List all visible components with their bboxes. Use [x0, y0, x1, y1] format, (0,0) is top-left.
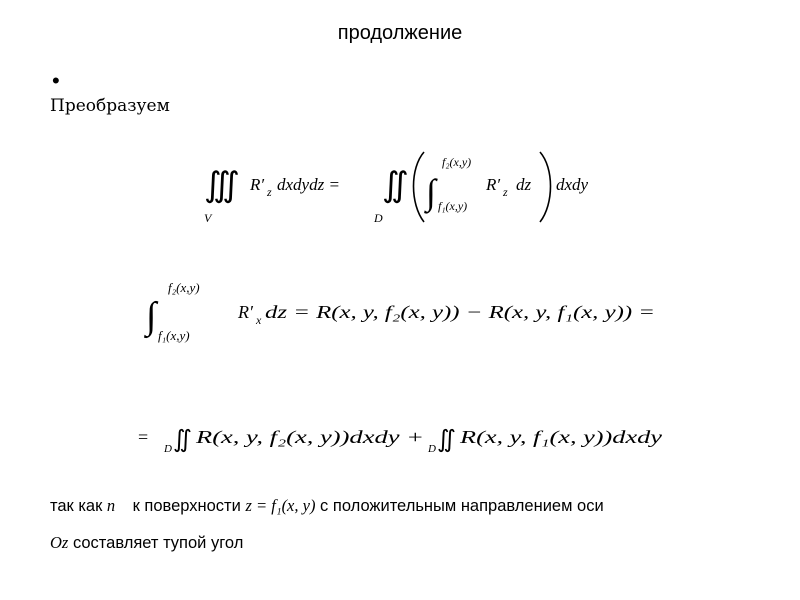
region-d: D	[374, 211, 383, 225]
formula-result	[138, 427, 662, 455]
double-integral-sign: ∬	[382, 167, 409, 204]
equals-sign: =	[138, 427, 149, 447]
inner-upper-limit: f₂(x,y)	[442, 155, 472, 169]
region-v: V	[204, 211, 212, 225]
left-paren	[414, 152, 425, 222]
region-d-2: D	[428, 443, 436, 455]
formula-triple-integral	[204, 152, 589, 225]
inner-lower-limit: f₁(x,y)	[438, 199, 468, 213]
bullet-point: •	[52, 68, 60, 93]
text-part-1: так как	[50, 497, 103, 515]
formula-inner-integral	[144, 280, 655, 343]
axis-name: Oz	[50, 533, 69, 552]
inner-dz: dz	[516, 175, 532, 194]
upper-limit: f₂(x,y)	[168, 280, 200, 295]
integrand-r: R′	[250, 175, 265, 194]
triple-integral-sign: ∭	[204, 167, 240, 204]
text-part-2: к поверхности	[132, 497, 241, 515]
page-title: продолжение	[337, 22, 463, 44]
region-d-1: D	[164, 443, 172, 455]
intro-text: Преобразуем	[50, 96, 170, 116]
integrand-sub: x	[256, 313, 262, 327]
text-part-3: с положительным направлением оси	[320, 497, 604, 515]
double-integral-2: ∬	[437, 427, 456, 453]
integral-sign: ∫	[146, 295, 157, 337]
integrand-r: R′	[238, 302, 253, 322]
outer-dxdy: dxdy	[556, 175, 589, 194]
lower-limit: f₁(x,y)	[158, 328, 190, 343]
term-1: R(x, y, f₂(x, y))dxdy +	[196, 427, 351, 447]
inner-integrand-sub: z	[503, 185, 508, 199]
integrand-sub: z	[267, 185, 272, 199]
term-2: R(x, y, f₁(x, y))dxdy	[460, 427, 599, 447]
inner-integral-sign: ∫	[426, 172, 436, 212]
double-integral-1: ∬	[173, 427, 192, 453]
formula-rhs: dz = R(x, y, f₂(x, y)) − R(x, y, f₁(x, y)) =	[265, 302, 549, 322]
normal-vector: n⃗	[106, 496, 129, 515]
paragraph-line-2	[50, 533, 243, 553]
text-part-4: составляет тупой угол	[72, 534, 244, 552]
integrand-rest: dxdydz =	[277, 175, 340, 194]
surface-equation: z = f₁(x, y)	[245, 496, 316, 515]
inner-integrand: R′	[486, 175, 501, 194]
right-paren	[540, 152, 551, 222]
paragraph-line-1	[50, 496, 604, 516]
